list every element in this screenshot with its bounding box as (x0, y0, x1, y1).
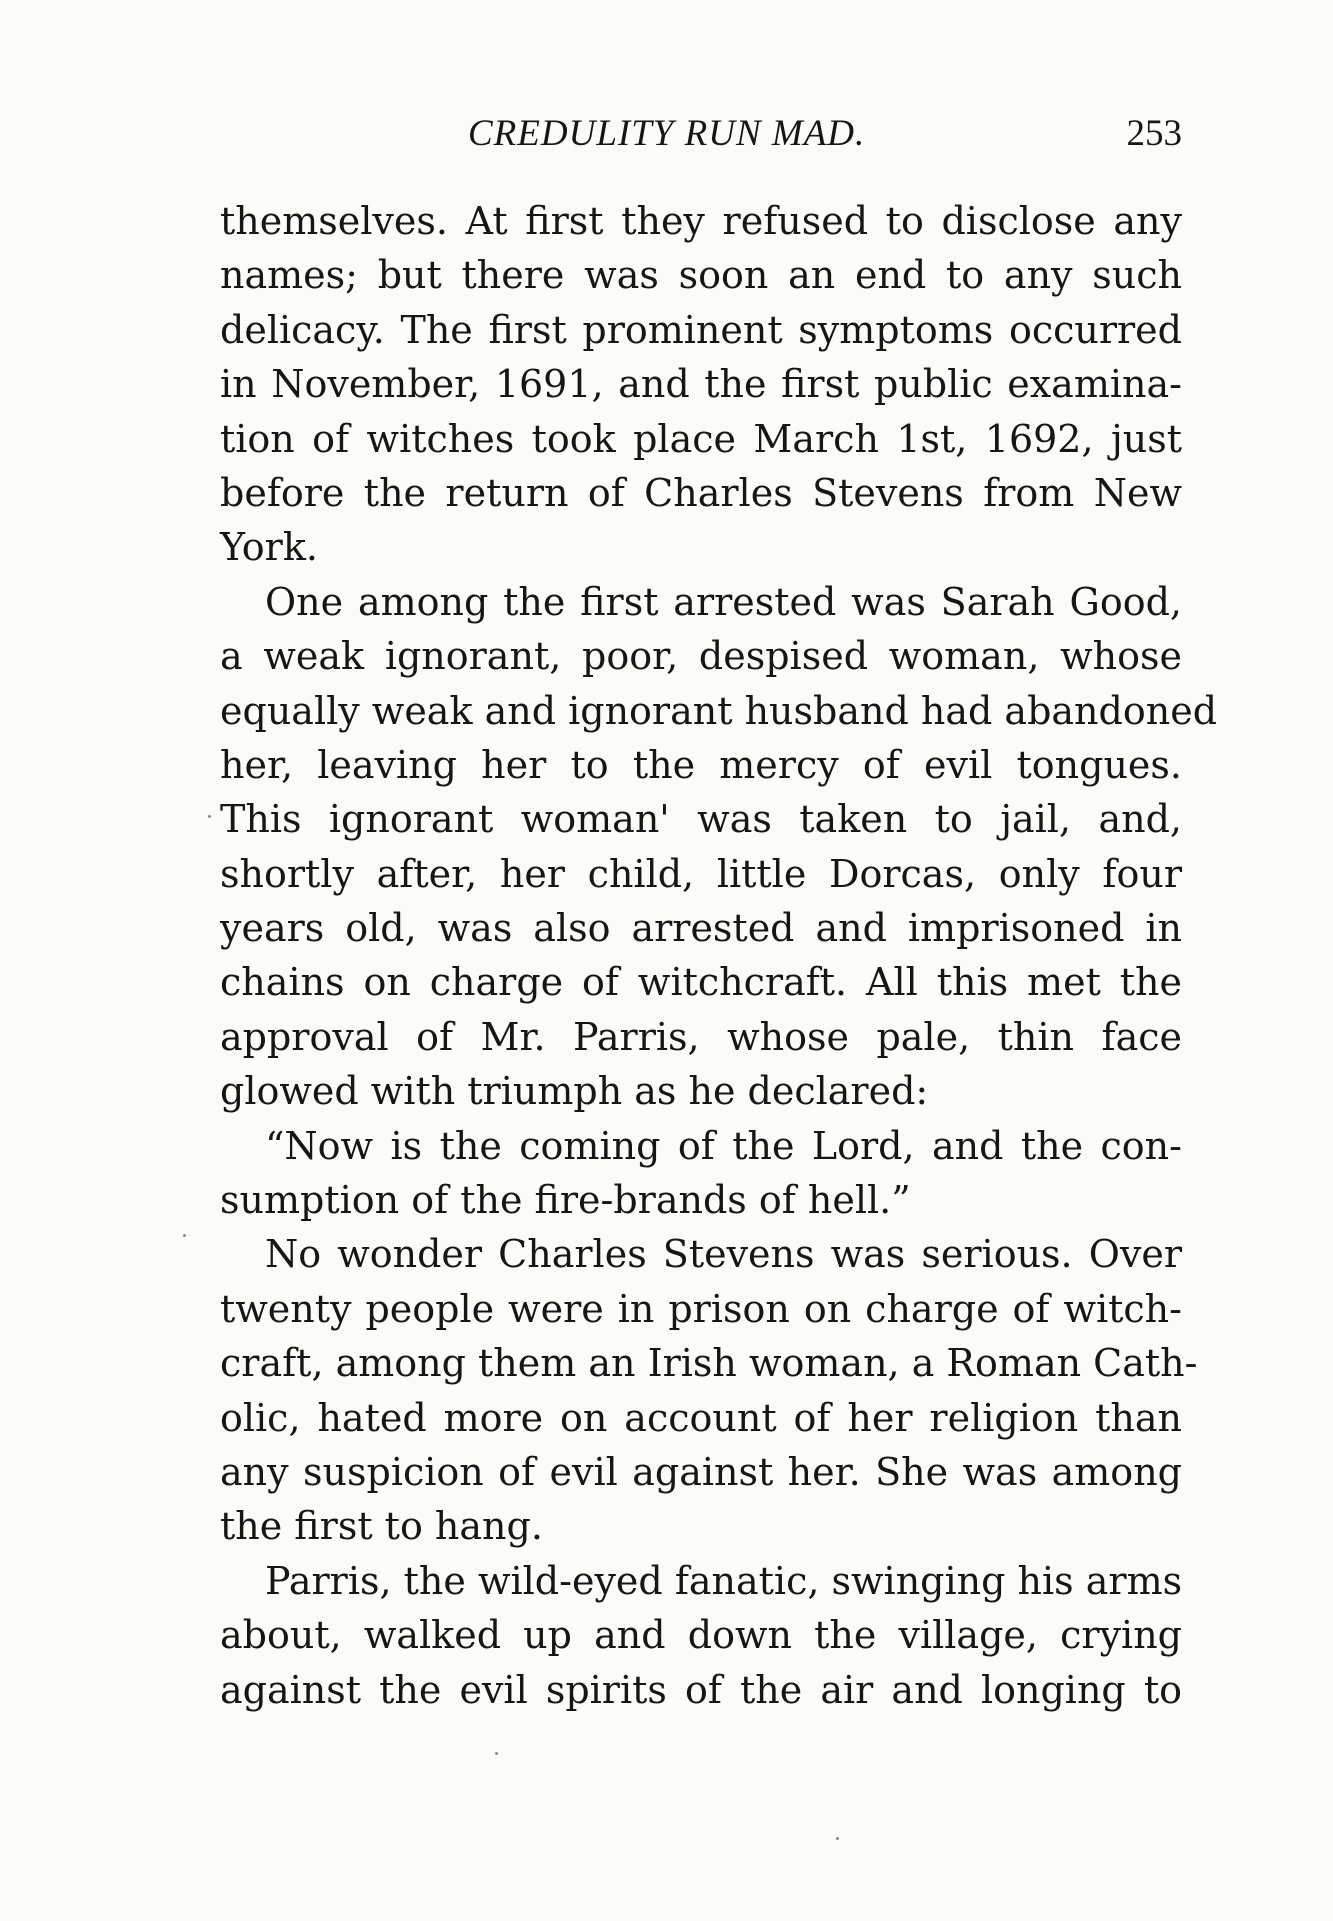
text-line: her, leaving her to the mercy of evil tongues. (220, 742, 1182, 787)
text-line: before the return of Charles Stevens from New (220, 470, 1182, 515)
text-line: years old, was also arrested and imprisoned in (220, 906, 1182, 951)
text-line: approval of Mr. Parris, whose pale, thin face (220, 1014, 1182, 1059)
scan-speck (836, 1837, 839, 1840)
paragraph (220, 194, 1182, 575)
text-line: tion of witches took place March 1st, 1692, just (220, 416, 1182, 461)
text-line: themselves. At first they refused to disclose any (220, 199, 1182, 243)
text-line: about, walked up and down the village, crying (220, 1613, 1182, 1658)
paragraph (220, 1227, 1198, 1553)
scan-speck (495, 1752, 498, 1755)
text-line: York. (220, 525, 318, 570)
text-line: in November, 1691, and the first public examina- (220, 362, 1182, 407)
scan-speck (183, 1234, 186, 1237)
scan-speck (208, 815, 211, 818)
page-number: 253 (1126, 113, 1182, 154)
page-header (220, 112, 1182, 168)
text-line: Parris, the wild-eyed fanatic, swinging his arms (265, 1558, 1183, 1603)
text-line: olic, hated more on account of her religion than (220, 1395, 1182, 1440)
text-line: “Now is the coming of the Lord, and the con- (265, 1123, 1182, 1168)
text-line: No wonder Charles Stevens was serious. Over (265, 1232, 1182, 1277)
paragraph (220, 575, 1218, 1119)
text-line: the first to hang. (220, 1504, 543, 1549)
text-line: shortly after, her child, little Dorcas, only four (220, 851, 1182, 896)
paragraph (220, 1119, 1182, 1228)
text-line: chains on charge of witchcraft. All this met the (220, 960, 1182, 1005)
text-line: equally weak and ignorant husband had abandoned (220, 688, 1218, 733)
text-line: sumption of the fire-brands of hell.” (220, 1178, 911, 1223)
paragraph (220, 1554, 1182, 1717)
text-line: delicacy. The first prominent symptoms occurred (220, 307, 1182, 352)
text-line: names; but there was soon an end to any such (220, 253, 1182, 298)
text-line: twenty people were in prison on charge of witch- (220, 1286, 1182, 1331)
text-line: craft, among them an Irish woman, a Roman Cath- (220, 1341, 1198, 1386)
text-line: against the evil spirits of the air and longing to (220, 1667, 1182, 1712)
text-line: glowed with triumph as he declared: (220, 1069, 929, 1114)
text-line: any suspicion of evil against her. She was among (220, 1449, 1182, 1494)
text-line: One among the first arrested was Sarah Good, (265, 579, 1182, 624)
body-text (220, 194, 1218, 1717)
text-line: a weak ignorant, poor, despised woman, whose (220, 634, 1182, 679)
running-head: CREDULITY RUN MAD. (468, 113, 866, 154)
text-line: This ignorant woman' was taken to jail, and, (220, 797, 1182, 842)
